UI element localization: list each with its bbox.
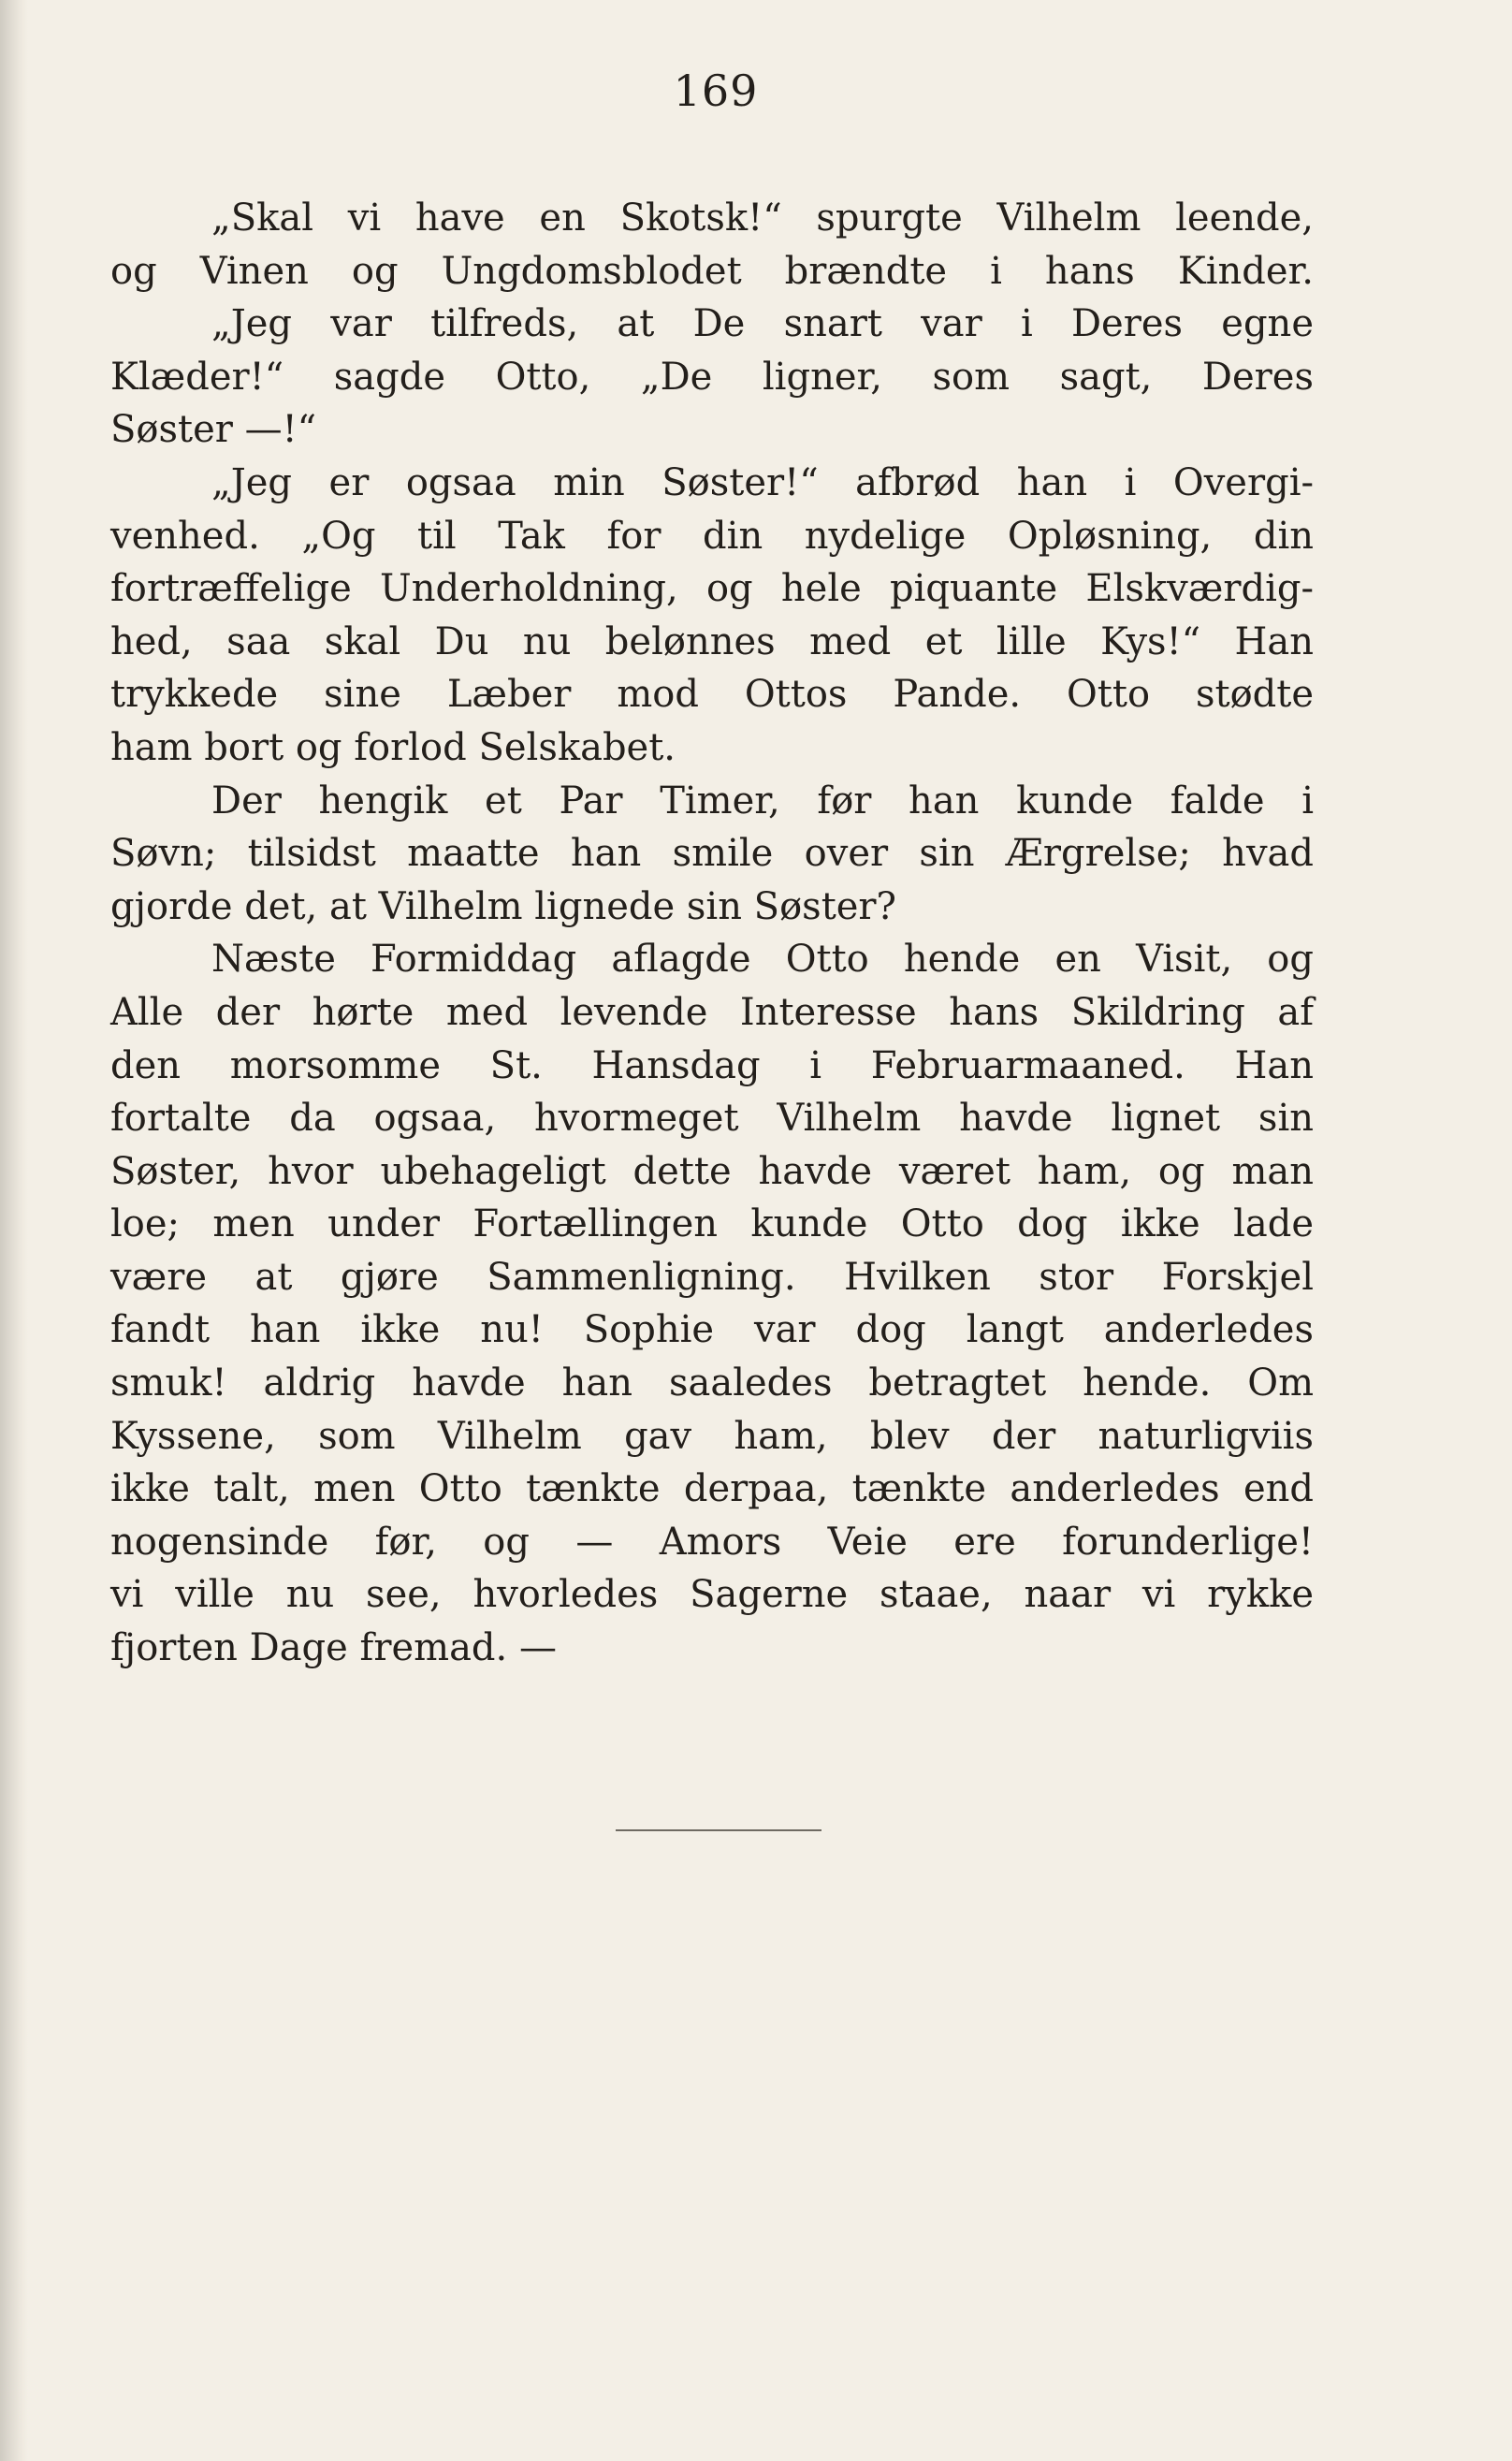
text-line: „Skal vi have en Skotsk!“ spurgte Vilhelm leende, [211, 197, 1314, 240]
text-line: Kyssene, som Vilhelm gav ham, blev der naturligviis [110, 1414, 1314, 1458]
text-line: fjorten Dage fremad. — [110, 1626, 557, 1670]
text-line: hed, saa skal Du nu belønnes med et lille Kys!“ Han [110, 619, 1314, 663]
text-line: fandt han ikke nu! Sophie var dog langt anderledes [110, 1308, 1314, 1352]
text-line: Der hengik et Par Timer, før han kunde falde i [211, 779, 1314, 823]
text-line: Klæder!“ sagde Otto, „De ligner, som sagt, Deres [110, 355, 1314, 399]
text-line: den morsomme St. Hansdag i Februarmaaned. Han [110, 1043, 1314, 1087]
text-line: gjorde det, at Vilhelm lignede sin Søster? [110, 884, 896, 928]
text-line: trykkede sine Læber mod Ottos Pande. Otto stødte [110, 673, 1314, 717]
text-line: Søvn; tilsidst maatte han smile over sin Ærgrelse; hvad [110, 832, 1314, 876]
body-text [110, 192, 1314, 1675]
text-line: „Jeg er ogsaa min Søster!“ afbrød han i Overgi- [211, 460, 1314, 504]
text-line: fortalte da ogsaa, hvormeget Vilhelm havde lignet sin [110, 1097, 1314, 1141]
page-number: 169 [673, 66, 759, 116]
text-line: Alle der hørte med levende Interesse hans Skildring af [110, 990, 1314, 1034]
text-line: smuk! aldrig havde han saaledes betragtet hende. Om [110, 1362, 1314, 1405]
text-line: ikke talt, men Otto tænkte derpaa, tænkte anderledes end [110, 1467, 1314, 1511]
text-line: Næste Formiddag aflagde Otto hende en Visit, og [211, 938, 1314, 982]
text-line: Søster, hvor ubehageligt dette havde været ham, og man [110, 1149, 1314, 1193]
text-line: Søster —!“ [110, 408, 317, 452]
page-binding-shadow [0, 0, 28, 2461]
text-line: fortræffelige Underholdning, og hele piquante Elskværdig- [110, 567, 1314, 611]
text-line: vi ville nu see, hvorledes Sagerne staae, naar vi rykke [110, 1573, 1314, 1617]
text-line: „Jeg var tilfreds, at De snart var i Deres egne [211, 302, 1314, 346]
text-line: venhed. „Og til Tak for din nydelige Opløsning, din [110, 514, 1314, 558]
text-line: ham bort og forlod Selskabet. [110, 725, 676, 769]
end-rule [616, 1829, 821, 1831]
text-line: nogensinde før, og — Amors Veie ere forunderlige! [110, 1520, 1314, 1564]
text-line: loe; men under Fortællingen kunde Otto dog ikke lade [110, 1202, 1314, 1246]
text-line: være at gjøre Sammenligning. Hvilken stor Forskjel [110, 1255, 1314, 1299]
text-line: og Vinen og Ungdomsblodet brændte i hans Kinder. [110, 249, 1314, 293]
